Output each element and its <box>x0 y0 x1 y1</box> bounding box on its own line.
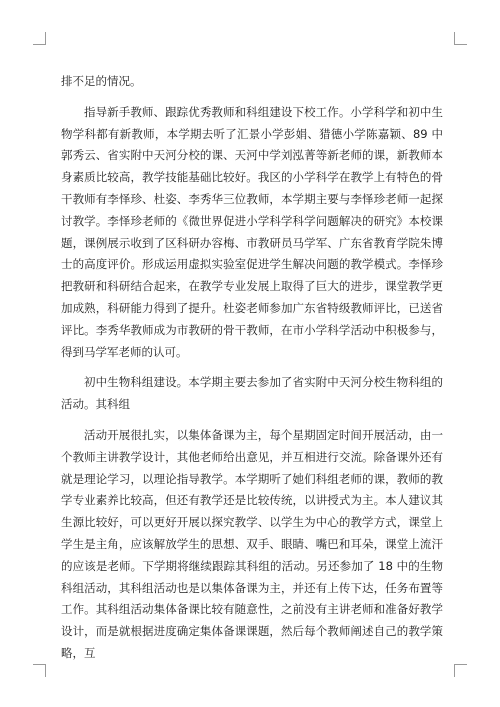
crop-mark-top-right <box>454 32 467 45</box>
crop-mark-bottom-right <box>454 664 467 677</box>
crop-mark-top-left <box>33 32 46 45</box>
paragraph-2: 指导新手教师、跟踪优秀教师和科组建设下校工作。小学科学和初中生物学科都有新教师，本学期去听了汇景小学彭娟、猎德小学陈嘉颖、89 中郭秀云、省实附中天河分校的课、天河中学刘泓菁等新老师的课，新教师本身素质比较高，教学技能基础比较好。我区的小学科学在教学上有特色的骨干教师有李怿珍、杜姿、李秀华三位教师，本学期主要与李怿珍老师一起探讨教学。李怿珍老师的《微世界促进小学科学科学问题解决的研究》本校课题，课例展示收到了区科研办容梅、市教研员马学军、广东省教育学院朱博士的高度评价。形成运用虚拟实验室促进学生解决问题的教学模式。李怿珍把教研和科研结合起来，在教学专业发展上取得了巨大的进步，课堂教学更加成熟，科研能力得到了提升。杜姿老师参加广东省特级教师评比，已送省评比。李秀华教师成为市教研的骨干教师，在市小学科学活动中积极参与，得到马学军老师的认可。 <box>61 104 443 359</box>
document-body <box>61 71 443 674</box>
crop-mark-bottom-left <box>33 664 46 677</box>
paragraph-3: 初中生物科组建设。本学期主要去参加了省实附中天河分校生物科组的活动。其科组 <box>61 375 443 412</box>
paragraph-4: 活动开展很扎实，以集体备课为主，每个星期固定时间开展活动，由一个教师主讲教学设计，其他老师给出意见，并互相进行交流。除备课外还有就是理论学习，以理论指导教学。本学期听了她们科组老师的课，教师的教学专业素养比较高，但还有教学还是比较传统，以讲授式为主。本人建议其生源比较好，可以更好开展以探究教学、以学生为中心的教学方式，课堂上学生是主角，应该解放学生的思想、双手、眼睛、嘴巴和耳朵，课堂上流汗的应该是老师。下学期将继续跟踪其科组的活动。另还参加了 18 中的生物科组活动，其科组活动也是以集体备课为主，并还有上传下达，任务布置等工作。其科组活动集体备课比较有随意性，之前没有主讲老师和准备好教学设计，而是就根据进度确定集体备课课题，然后每个教师阐述自己的教学策略，互 <box>61 427 443 660</box>
paragraph-1: 排不足的情况。 <box>61 74 142 88</box>
